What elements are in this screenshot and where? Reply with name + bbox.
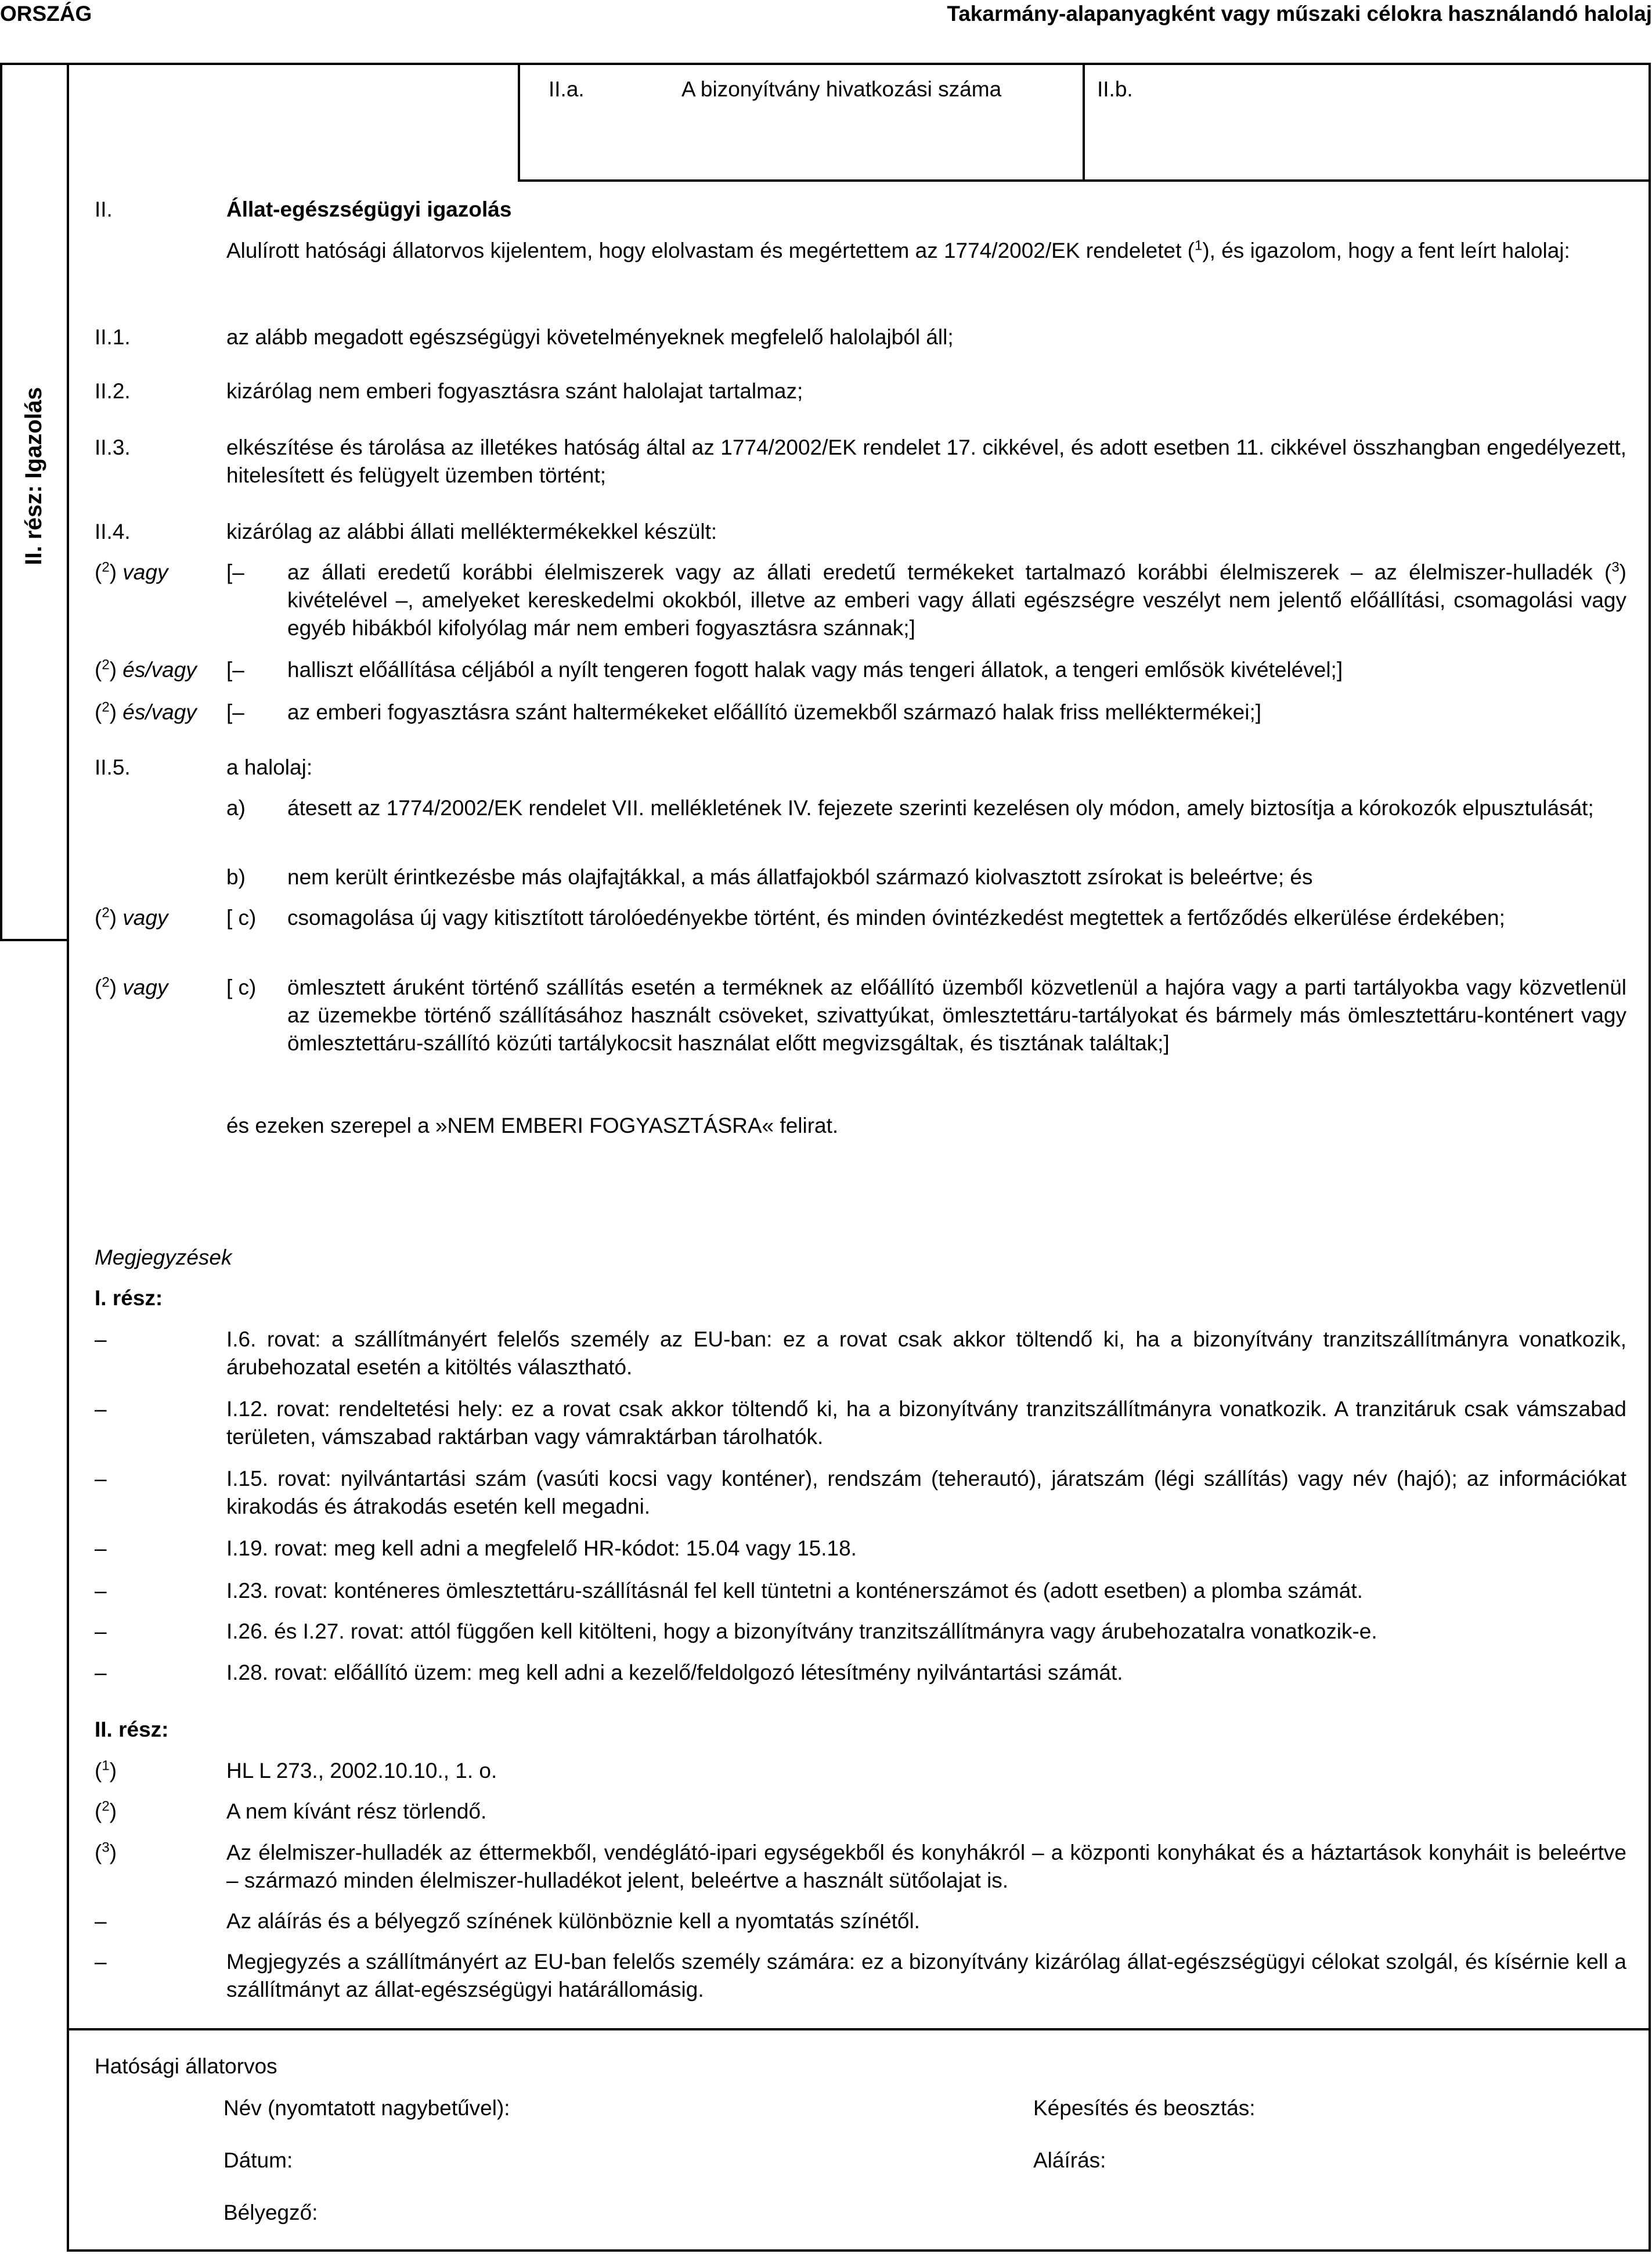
notes-part1-title: I. rész: — [95, 1286, 163, 1310]
sub-label: b) — [226, 865, 246, 889]
option-text: az emberi fogyasztásra szánt haltermékeket előállító üzemekből származó halak friss melléktermékei;] — [287, 700, 1262, 724]
sub-text: nem került érintkezésbe más olajfajtákkal, a más állatfajokból származó kiolvasztott zsírokat is beleértve; és — [287, 865, 1313, 889]
country-label: ORSZÁG — [0, 2, 92, 26]
ref-box-mid — [1083, 63, 1085, 182]
note-text: I.12. rovat: rendeltetési hely: ez a rovat csak akkor töltendő ki, ha a bizonyítvány tranzitszállítmányra vonatkozik. A tranzitáruk csak vámszabad területen, vámszabad raktárban vagy vámraktárban tárolhatók. — [226, 1397, 1626, 1449]
option-marker: ($^2$) vagy — [95, 974, 168, 999]
option-marker: ($^2$) és/vagy — [95, 699, 197, 724]
sub-label: a) — [226, 796, 246, 820]
ref-box-bottom — [518, 179, 1651, 182]
footnote-text: HL L 273., 2002.10.10., 1. o. — [226, 1759, 497, 1783]
option-marker: ($^2$) vagy — [95, 905, 168, 930]
sub-label: [ c) — [226, 906, 257, 930]
item-num: II.2. — [95, 379, 131, 403]
item-text: a halolaj: — [226, 755, 313, 779]
official-vet-title: Hatósági állatorvos — [95, 2054, 277, 2078]
note-text: I.28. rovat: előállító üzem: meg kell adni a kezelő/feldolgozó létesítmény nyilvántartási számát. — [226, 1661, 1123, 1684]
certificate-title: Takarmány-alapanyagként vagy műszaki célokra használandó halolaj — [947, 2, 1652, 26]
notes-part2-title: II. rész: — [95, 1717, 169, 1741]
side-box-bottom — [0, 939, 69, 941]
note-text: I.26. és I.27. rovat: attól függően kell kitölteni, hogy a bizonyítvány tranzitszállítmányra vagy árubehozatalra vonatkozik-e. — [226, 1619, 1377, 1643]
item-num: II.5. — [95, 755, 131, 779]
note-dash: – — [95, 1536, 107, 1560]
footnote-marker: ($^2$) — [95, 1798, 117, 1823]
note-text: I.6. rovat: a szállítmányért felelős személy az EU-ban: ez a rovat csak akkor töltendő ki, ha a bizonyítvány tranzitszállítmányra vonatkozik, árubehozatal esetén a kitöltés választható. — [226, 1327, 1626, 1379]
ref-b-label: II.b. — [1097, 77, 1133, 101]
frame-top — [67, 63, 1651, 65]
date-label: Dátum: — [223, 2148, 293, 2172]
item-text: elkészítése és tárolása az illetékes hatóság által az 1774/2002/EK rendelet 17. cikkével, és adott esetben 11. cikkével összhangban engedélyezett, hitelesített és felügyelt üzemben történt; — [226, 435, 1626, 487]
ref-a-label: II.a. — [549, 77, 585, 101]
frame-left-inner — [67, 63, 69, 2252]
qualification-label: Képesítés és beosztás: — [1033, 2096, 1256, 2120]
signature-label: Aláírás: — [1033, 2148, 1106, 2172]
item-text: kizárólag az alábbi állati melléktermékekkel készült: — [226, 520, 717, 543]
item-num: II.1. — [95, 325, 131, 349]
note-dash: – — [95, 1397, 107, 1421]
option-bracket: [– — [226, 700, 244, 724]
note-dash: – — [95, 1909, 107, 1933]
closing-text: és ezeken szerepel a »NEM EMBERI FOGYASZTÁSRA« felirat. — [226, 1114, 839, 1137]
note-dash: – — [95, 1661, 107, 1684]
note-dash: – — [95, 1467, 107, 1490]
note-dash: – — [95, 1327, 107, 1351]
option-text: az állati eredetű korábbi élelmiszerek vagy az állati eredetű termékeket tartalmazó korábbi élelmiszerek – az élelmiszer-hulladék ($^3$) kivételével –, amelyeket kereskedelmi okokból, illetve az emberi vagy állati egészségre veszélyt nem jelentő előállítási, csomagolási vagy egyéb hibákból kifolyólag már nem emberi fogyasztásra szánnak;] — [287, 559, 1626, 640]
footnote-text: Az élelmiszer-hulladék az éttermekből, vendéglátó-ipari egységekből és konyhákról – a központi konyhákat és a háztartások konyháit is beleértve – származó minden élelmiszer-hulladékot jelent, beleértve a használt sütőolajat is. — [226, 1841, 1626, 1892]
sub-text: csomagolása új vagy kitisztított tárolóedényekbe történt, és minden óvintézkedést megtettek a fertőződés elkerülése érdekében; — [287, 906, 1505, 930]
option-bracket: [– — [226, 658, 244, 682]
side-label: II. rész: Igazolás — [21, 387, 46, 566]
note-text: I.19. rovat: meg kell adni a megfelelő HR-kódot: 15.04 vagy 15.18. — [226, 1536, 857, 1560]
ref-a-text: A bizonyítvány hivatkozási száma — [681, 77, 1002, 101]
option-bracket: [– — [226, 560, 244, 584]
sub-label: [ c) — [226, 975, 257, 999]
footnote-text: A nem kívánt rész törlendő. — [226, 1799, 487, 1823]
stamp-label: Bélyegző: — [223, 2201, 318, 2224]
item-text: az alább megadott egészségügyi követelményeknek megfelelő halolajból áll; — [226, 325, 954, 349]
name-label: Név (nyomtatott nagybetűvel): — [223, 2096, 510, 2120]
note-dash: – — [95, 1579, 107, 1603]
item-text: kizárólag nem emberi fogyasztásra szánt halolajat tartalmaz; — [226, 379, 803, 403]
option-text: halliszt előállítása céljából a nyílt tengeren fogott halak vagy más tengeri állatok, a tengeri emlősök kivételével;] — [287, 658, 1343, 682]
option-marker: ($^2$) vagy — [95, 559, 168, 584]
item-num: II.3. — [95, 435, 131, 459]
side-box-top — [0, 63, 69, 65]
item-num: II.4. — [95, 520, 131, 543]
sub-text: átesett az 1774/2002/EK rendelet VII. mellékletének IV. fejezete szerinti kezelésen oly módon, amely biztosítja a kórokozók elpusztulását; — [287, 796, 1594, 820]
sub-text: ömlesztett áruként történő szállítás esetén a terméknek az előállító üzemből közvetlenül a hajóra vagy a parti tartályokba vagy közvetlenül az üzemekbe történő szállításához használt csöveket, szivattyúkat, ömlesztettáru-tartályokat és bármely más ömlesztettáru-konténert vagy ömlesztettáru-szállító közúti tartálykocsit használat előtt megvizsgáltak, és tisztának találtak;] — [287, 975, 1626, 1055]
notes-title: Megjegyzések — [95, 1245, 232, 1269]
footnote-marker: ($^3$) — [95, 1839, 117, 1864]
note-text: Megjegyzés a szállítmányért az EU-ban felelős személy számára: ez a bizonyítvány kizárólag állat-egészségügyi célokat szolgál, és kísérnie kell a szállítmányt az állat-egészségügyi határállomásig. — [226, 1950, 1626, 2001]
signature-divider — [67, 2028, 1651, 2030]
option-marker: ($^2$) és/vagy — [95, 657, 197, 682]
note-dash: – — [95, 1950, 107, 1974]
note-text: Az aláírás és a bélyegző színének különböznie kell a nyomtatás színétől. — [226, 1909, 920, 1933]
note-dash: – — [95, 1619, 107, 1643]
side-box-left — [0, 63, 2, 941]
note-text: I.23. rovat: konténeres ömlesztettáru-szállításnál fel kell tüntetni a konténerszámot és (adott esetben) a plomba számát. — [226, 1579, 1363, 1603]
section-title: Állat-egészségügyi igazolás — [226, 197, 512, 221]
section-num: II. — [95, 197, 113, 221]
note-text: I.15. rovat: nyilvántartási szám (vasúti kocsi vagy konténer), rendszám (teherautó), járatszám (légi szállítás) vagy név (hajó); az információkat kirakodás és átrakodás esetén kell megadni. — [226, 1467, 1626, 1518]
section-intro: Alulírott hatósági állatorvos kijelentem, hogy elolvastam és megértettem az 1774/2002/EK rendeletet ($^1$), és igazolom, hogy a fent leírt halolaj: — [226, 237, 1570, 262]
footnote-marker: ($^1$) — [95, 1758, 117, 1783]
frame-bottom — [67, 2249, 1651, 2252]
frame-right — [1649, 63, 1651, 2252]
ref-box-left — [518, 63, 520, 182]
